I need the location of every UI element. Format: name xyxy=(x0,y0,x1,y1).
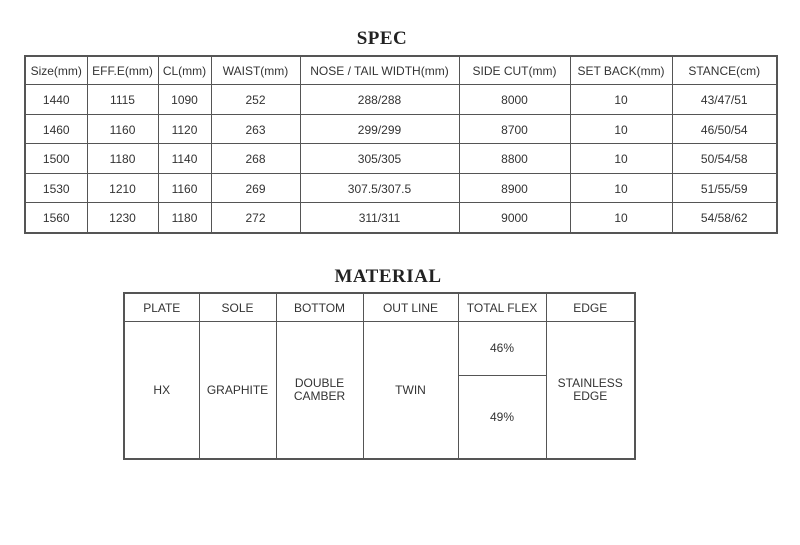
material-header-bottom: BOTTOM xyxy=(276,293,363,322)
spec-cell: 252 xyxy=(211,85,300,115)
spec-cell: 10 xyxy=(570,85,672,115)
spec-cell: 1530 xyxy=(25,173,87,203)
spec-cell: 1560 xyxy=(25,203,87,233)
material-header-edge: EDGE xyxy=(546,293,635,322)
table-row xyxy=(25,203,777,233)
material-bottom-line1: DOUBLE xyxy=(294,376,345,390)
spec-cell: 268 xyxy=(211,144,300,174)
spec-header-side-cut: SIDE CUT(mm) xyxy=(459,56,570,85)
spec-cell: 50/54/58 xyxy=(672,144,777,174)
spec-cell: 1230 xyxy=(87,203,158,233)
material-header-row xyxy=(124,293,635,322)
table-row xyxy=(25,114,777,144)
spec-cell: 8700 xyxy=(459,114,570,144)
material-flex-cell-2: 49% xyxy=(458,376,546,460)
spec-cell: 54/58/62 xyxy=(672,203,777,233)
spec-header-waist: WAIST(mm) xyxy=(211,56,300,85)
spec-cell: 10 xyxy=(570,144,672,174)
spec-header-size: Size(mm) xyxy=(25,56,87,85)
table-row xyxy=(124,322,635,376)
spec-cell: 1140 xyxy=(158,144,211,174)
spec-cell: 272 xyxy=(211,203,300,233)
spec-cell: 43/47/51 xyxy=(672,85,777,115)
spec-title: SPEC xyxy=(356,28,408,49)
spec-header-set-back: SET BACK(mm) xyxy=(570,56,672,85)
spec-table xyxy=(24,55,778,234)
spec-cell: 1160 xyxy=(158,173,211,203)
spec-cell: 8900 xyxy=(459,173,570,203)
material-edge-cell xyxy=(546,322,635,460)
material-edge-line1: STAINLESS xyxy=(557,376,623,390)
material-title: MATERIAL xyxy=(334,266,442,287)
spec-cell: 1115 xyxy=(87,85,158,115)
spec-cell: 1440 xyxy=(25,85,87,115)
spec-cell: 1090 xyxy=(158,85,211,115)
table-row xyxy=(25,85,777,115)
spec-cell: 1120 xyxy=(158,114,211,144)
table-row xyxy=(25,144,777,174)
spec-cell: 288/288 xyxy=(300,85,459,115)
spec-header-effe: EFF.E(mm) xyxy=(87,56,158,85)
spec-cell: 10 xyxy=(570,173,672,203)
spec-cell: 51/55/59 xyxy=(672,173,777,203)
spec-cell: 8000 xyxy=(459,85,570,115)
material-plate-cell: HX xyxy=(124,322,199,460)
material-bottom-cell xyxy=(276,322,363,460)
spec-cell: 46/50/54 xyxy=(672,114,777,144)
material-header-sole: SOLE xyxy=(199,293,276,322)
material-header-outline: OUT LINE xyxy=(363,293,458,322)
material-outline-cell: TWIN xyxy=(363,322,458,460)
spec-cell: 305/305 xyxy=(300,144,459,174)
spec-cell: 299/299 xyxy=(300,114,459,144)
spec-cell: 1160 xyxy=(87,114,158,144)
spec-cell: 10 xyxy=(570,203,672,233)
material-flex-cell-1: 46% xyxy=(458,322,546,376)
spec-cell: 1180 xyxy=(87,144,158,174)
table-row xyxy=(25,173,777,203)
spec-header-cl: CL(mm) xyxy=(158,56,211,85)
spec-header-row xyxy=(25,56,777,85)
material-header-plate: PLATE xyxy=(124,293,199,322)
material-edge-line2: EDGE xyxy=(573,389,608,403)
spec-cell: 307.5/307.5 xyxy=(300,173,459,203)
spec-cell: 1210 xyxy=(87,173,158,203)
spec-header-nose-tail: NOSE / TAIL WIDTH(mm) xyxy=(300,56,459,85)
material-sole-cell: GRAPHITE xyxy=(199,322,276,460)
material-header-total-flex: TOTAL FLEX xyxy=(458,293,546,322)
spec-cell: 269 xyxy=(211,173,300,203)
spec-cell: 10 xyxy=(570,114,672,144)
spec-cell: 1460 xyxy=(25,114,87,144)
spec-cell: 263 xyxy=(211,114,300,144)
spec-header-stance: STANCE(cm) xyxy=(672,56,777,85)
material-bottom-line2: CAMBER xyxy=(293,389,346,403)
spec-cell: 1500 xyxy=(25,144,87,174)
spec-cell: 9000 xyxy=(459,203,570,233)
spec-cell: 8800 xyxy=(459,144,570,174)
spec-cell: 311/311 xyxy=(300,203,459,233)
material-table xyxy=(123,292,636,460)
spec-cell: 1180 xyxy=(158,203,211,233)
